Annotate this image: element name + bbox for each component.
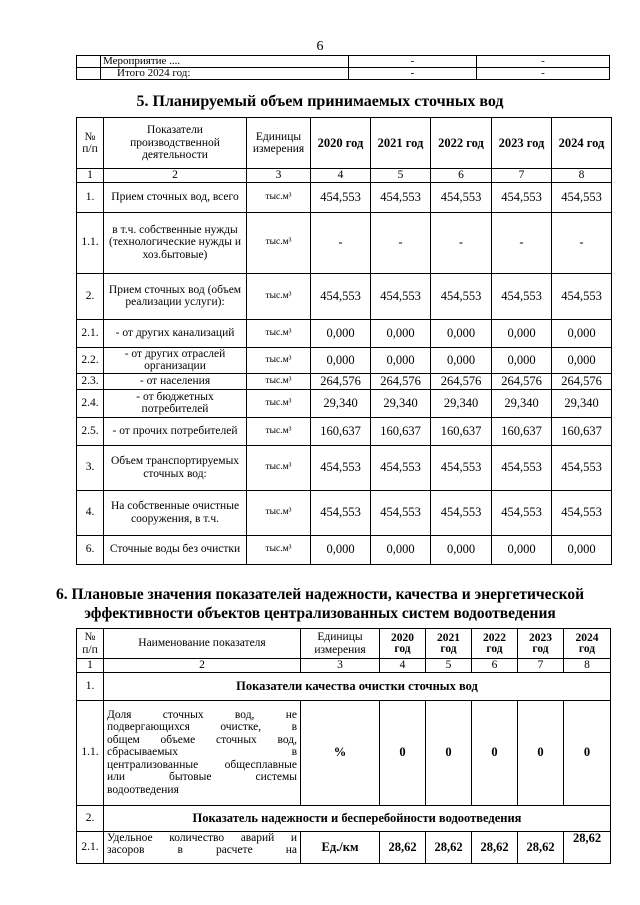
header-2022: 2022 год — [431, 118, 492, 169]
cell: 160,637 — [552, 417, 612, 445]
row-indicator: Прием сточных вод, всего — [104, 182, 247, 212]
cell: 264,576 — [492, 373, 552, 389]
cell: 160,637 — [311, 417, 371, 445]
row-num: 2.1. — [77, 319, 104, 347]
table-row — [77, 56, 610, 68]
cell: 0,000 — [431, 319, 492, 347]
row-indicator: в т.ч. собственные нужды (технологические нужды и хоз.бытовые) — [104, 212, 247, 273]
cell: 0,000 — [492, 347, 552, 373]
header-2023: 2023 год — [492, 118, 552, 169]
row-unit: тыс.м³ — [247, 417, 311, 445]
col-number: 3 — [247, 169, 311, 183]
row-indicator: Объем транспортируемых сточных вод: — [104, 445, 247, 490]
cell: 0,000 — [371, 347, 431, 373]
table-row — [77, 212, 612, 273]
row-unit: Ед./км — [301, 831, 380, 863]
cell: 0,000 — [431, 347, 492, 373]
col-number: 8 — [552, 169, 612, 183]
col-number: 2 — [104, 659, 301, 673]
col-number: 1 — [77, 169, 104, 183]
group-row — [77, 805, 611, 831]
table-row — [77, 373, 612, 389]
cell: 0 — [564, 700, 611, 805]
cell: 0 — [518, 700, 564, 805]
row-indicator: - от других канализаций — [104, 319, 247, 347]
cell: 454,553 — [431, 490, 492, 535]
row-unit: тыс.м³ — [247, 273, 311, 319]
row-indicator: На собственные очистные сооружения, в т.ч. — [104, 490, 247, 535]
section5-body — [77, 182, 612, 564]
col-number: 6 — [431, 169, 492, 183]
cell: - — [552, 212, 612, 273]
cell: 28,62 — [564, 831, 611, 863]
section6-table — [76, 628, 611, 864]
cell: 0,000 — [552, 535, 612, 564]
row-indicator: - от бюджетных потребителей — [104, 389, 247, 417]
header-row — [77, 629, 611, 659]
cell: - — [311, 212, 371, 273]
header-2022: 2022 год — [472, 629, 518, 659]
row-unit: тыс.м³ — [247, 182, 311, 212]
cell: 28,62 — [518, 831, 564, 863]
cell: 454,553 — [431, 273, 492, 319]
cell: 454,553 — [552, 490, 612, 535]
cell: 454,553 — [371, 273, 431, 319]
col-number: 4 — [380, 659, 426, 673]
header-num: № п/п — [77, 629, 104, 659]
table-row — [77, 182, 612, 212]
cell: 0,000 — [371, 319, 431, 347]
cell: 0 — [380, 700, 426, 805]
cell: 264,576 — [311, 373, 371, 389]
row-num: 4. — [77, 490, 104, 535]
row-label: Итого 2024 год: — [101, 68, 349, 80]
header-unit: Единицы измерения — [247, 118, 311, 169]
group-title: Показатель надежности и бесперебойности водоотведения — [104, 805, 611, 831]
table-row — [77, 831, 611, 863]
cell: 29,340 — [371, 389, 431, 417]
header-row — [77, 118, 612, 169]
table-row — [77, 700, 611, 805]
cell: 454,553 — [311, 273, 371, 319]
cell: 0,000 — [311, 535, 371, 564]
previous-table-remnant — [76, 55, 610, 80]
column-number-row — [77, 659, 611, 673]
cell: - — [349, 68, 477, 80]
col-number: 7 — [492, 169, 552, 183]
cell: 29,340 — [431, 389, 492, 417]
row-unit: тыс.м³ — [247, 535, 311, 564]
cell: 454,553 — [311, 490, 371, 535]
cell: - — [371, 212, 431, 273]
col-number: 8 — [564, 659, 611, 673]
row-unit: тыс.м³ — [247, 212, 311, 273]
table-row — [77, 347, 612, 373]
row-num: 6. — [77, 535, 104, 564]
cell: 454,553 — [371, 445, 431, 490]
header-2021: 2021 год — [371, 118, 431, 169]
header-2023: 2023 год — [518, 629, 564, 659]
col-number: 3 — [301, 659, 380, 673]
row-unit: тыс.м³ — [247, 490, 311, 535]
header-unit: Единицы измерения — [301, 629, 380, 659]
row-num: 2.1. — [77, 831, 104, 863]
row-num: 2.5. — [77, 417, 104, 445]
cell: 264,576 — [431, 373, 492, 389]
section5-table — [76, 117, 612, 565]
cell: 454,553 — [311, 182, 371, 212]
row-num: 1.1. — [77, 700, 104, 805]
cell: 454,553 — [311, 445, 371, 490]
header-indicator: Показатели производственной деятельности — [104, 118, 247, 169]
table-row — [77, 389, 612, 417]
section5-title: 5. Планируемый объем принимаемых сточных вод — [136, 93, 504, 110]
col-number: 5 — [426, 659, 472, 673]
cell: 0,000 — [431, 535, 492, 564]
header-2024: 2024 год — [564, 629, 611, 659]
cell: 454,553 — [431, 445, 492, 490]
row-indicator: Сточные воды без очистки — [104, 535, 247, 564]
row-num: 2.3. — [77, 373, 104, 389]
row-unit: % — [301, 700, 380, 805]
header-num: № п/п — [77, 118, 104, 169]
cell: 264,576 — [552, 373, 612, 389]
cell: - — [349, 56, 477, 68]
cell: 28,62 — [472, 831, 518, 863]
row-indicator: Прием сточных вод (объем реализации услуги): — [104, 273, 247, 319]
table-row — [77, 319, 612, 347]
cell: 0,000 — [311, 319, 371, 347]
cell: 28,62 — [380, 831, 426, 863]
section6-title-line2: эффективности объектов централизованных систем водоотведения — [84, 605, 556, 622]
table-row — [77, 490, 612, 535]
cell: 160,637 — [431, 417, 492, 445]
row-num: 2.2. — [77, 347, 104, 373]
row-num: 2.4. — [77, 389, 104, 417]
cell: 264,576 — [371, 373, 431, 389]
row-indicator: Удельное количество аварий и засоров в расчете на — [104, 831, 301, 863]
cell: 454,553 — [552, 182, 612, 212]
group-title: Показатели качества очистки сточных вод — [104, 672, 611, 700]
cell: 454,553 — [492, 490, 552, 535]
row-indicator: Доля сточных вод, не подвергающихся очистке, в общем объеме сточных вод, сбрасываемых в централизованные общесплавные или бытовые системы водоотведения — [104, 700, 301, 805]
cell: 160,637 — [371, 417, 431, 445]
table-row — [77, 535, 612, 564]
row-label: Мероприятие .... — [101, 56, 349, 68]
cell: 0,000 — [552, 347, 612, 373]
column-number-row — [77, 169, 612, 183]
header-2021: 2021 год — [426, 629, 472, 659]
group-num: 2. — [77, 805, 104, 831]
cell: 454,553 — [492, 445, 552, 490]
cell: 0,000 — [492, 319, 552, 347]
row-num: 2. — [77, 273, 104, 319]
row-unit: тыс.м³ — [247, 373, 311, 389]
section6-title — [0, 585, 640, 623]
row-unit: тыс.м³ — [247, 389, 311, 417]
cell: 454,553 — [552, 445, 612, 490]
row-unit: тыс.м³ — [247, 347, 311, 373]
cell: 454,553 — [371, 490, 431, 535]
row-indicator: - от прочих потребителей — [104, 417, 247, 445]
row-num: 1.1. — [77, 212, 104, 273]
row-indicator: - от населения — [104, 373, 247, 389]
col-number: 4 — [311, 169, 371, 183]
table-row — [77, 68, 610, 80]
cell: 29,340 — [492, 389, 552, 417]
cell: 29,340 — [311, 389, 371, 417]
cell: - — [477, 68, 610, 80]
cell: 0 — [472, 700, 518, 805]
row-unit: тыс.м³ — [247, 319, 311, 347]
cell: 0,000 — [311, 347, 371, 373]
cell: - — [431, 212, 492, 273]
header-2020: 2020 год — [311, 118, 371, 169]
table-row — [77, 445, 612, 490]
row-unit: тыс.м³ — [247, 445, 311, 490]
row-num: 1. — [77, 182, 104, 212]
header-2020: 2020 год — [380, 629, 426, 659]
cell: 454,553 — [431, 182, 492, 212]
cell: 0,000 — [371, 535, 431, 564]
row-num: 3. — [77, 445, 104, 490]
cell: - — [492, 212, 552, 273]
page-number: 6 — [316, 39, 324, 54]
cell: 29,340 — [552, 389, 612, 417]
group-num: 1. — [77, 672, 104, 700]
table-row — [77, 273, 612, 319]
cell: 0,000 — [552, 319, 612, 347]
cell: 454,553 — [492, 273, 552, 319]
header-indicator: Наименование показателя — [104, 629, 301, 659]
col-number: 5 — [371, 169, 431, 183]
col-number: 2 — [104, 169, 247, 183]
col-number: 6 — [472, 659, 518, 673]
header-2024: 2024 год — [552, 118, 612, 169]
cell: 454,553 — [492, 182, 552, 212]
col-number: 1 — [77, 659, 104, 673]
cell: 0,000 — [492, 535, 552, 564]
table-row — [77, 417, 612, 445]
cell: 0 — [426, 700, 472, 805]
cell: 454,553 — [371, 182, 431, 212]
cell: 28,62 — [426, 831, 472, 863]
cell: 454,553 — [552, 273, 612, 319]
cell: 160,637 — [492, 417, 552, 445]
group-row — [77, 672, 611, 700]
row-indicator: - от других отраслей организации — [104, 347, 247, 373]
cell: - — [477, 56, 610, 68]
section6-title-line1: 6. Плановые значения показателей надежности, качества и энергетической — [55, 586, 585, 603]
col-number: 7 — [518, 659, 564, 673]
